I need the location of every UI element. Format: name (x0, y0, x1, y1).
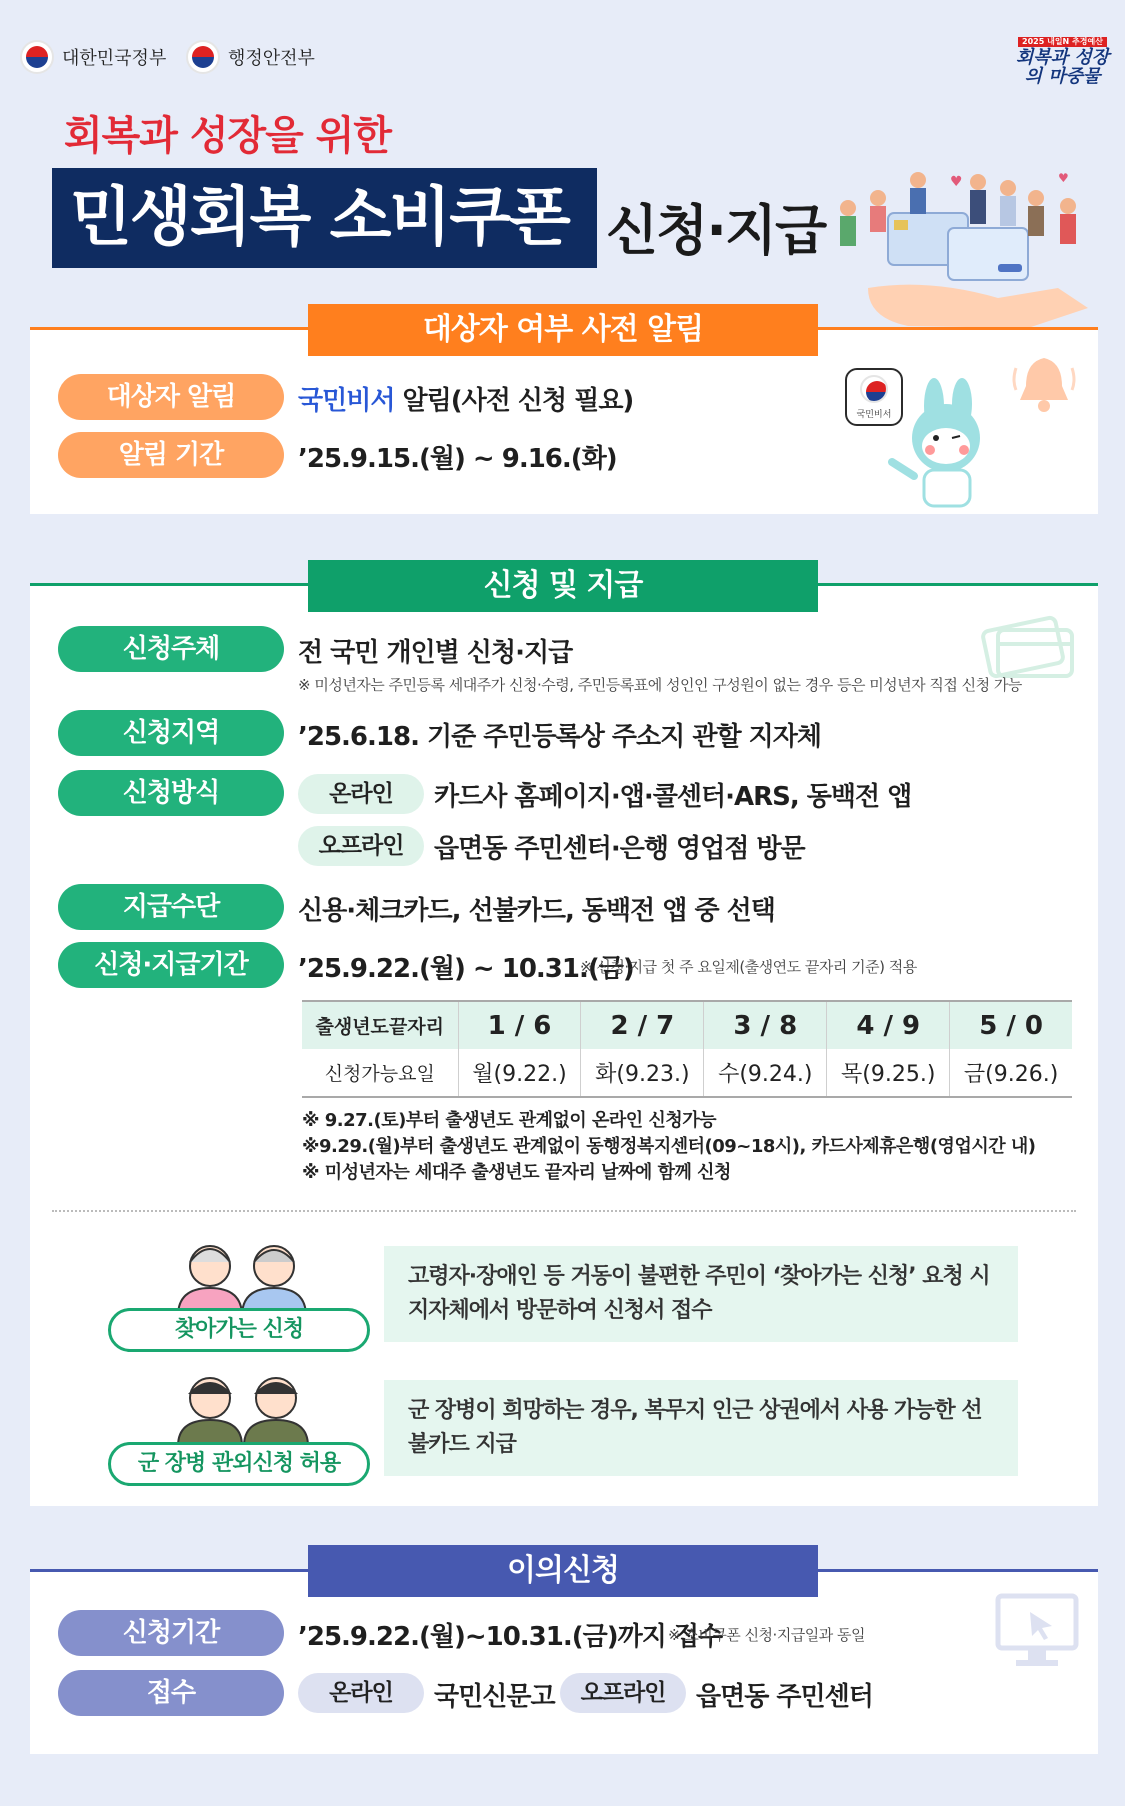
gov-name: 대한민국정부 (62, 48, 167, 69)
schedule-col-1: 1 / 6 (458, 1001, 581, 1049)
apply-heading: 신청 및 지급 (308, 560, 818, 612)
payment-value: 신용·체크카드, 선불카드, 동백전 앱 중 선택 (298, 896, 775, 926)
schedule-day-2: 화(9.23.) (581, 1049, 704, 1097)
schedule-day-row (302, 1049, 1072, 1097)
schedule-col-3: 3 / 8 (704, 1001, 827, 1049)
payment-label: 지급수단 (58, 884, 284, 930)
military-desc: 군 장병이 희망하는 경우, 복무지 인근 상권에서 사용 가능한 선불카드 지급 (384, 1380, 1018, 1476)
subject-value: 전 국민 개인별 신청·지급 (298, 638, 573, 668)
schedule-col-5: 5 / 0 (950, 1001, 1072, 1049)
offline-chip: 오프라인 (298, 826, 424, 866)
schedule-header-label: 출생년도끝자리 (302, 1001, 458, 1049)
subject-label: 신청주체 (58, 626, 284, 672)
soldiers-illustration (170, 1370, 318, 1446)
schedule-col-4: 4 / 9 (827, 1001, 950, 1049)
notice-period-value: ’25.9.15.(월) ~ 9.16.(화) (298, 444, 617, 474)
notice-target-text: 알림(사전 신청 필요) (394, 386, 634, 416)
gov-logo-korea (20, 40, 166, 74)
page-title: 민생회복 소비쿠폰 (52, 168, 597, 268)
period-note: ※ 신청·지급 첫 주 요일제(출생연도 끝자리 기준) 적용 (580, 958, 917, 976)
schedule-table (302, 1000, 1072, 1098)
objection-period-value: ’25.9.22.(월)~10.31.(금)까지 접수 (298, 1622, 723, 1652)
schedule-note-3: ※ 미성년자는 세대주 출생년도 끝자리 날짜에 함께 신청 (302, 1162, 731, 1183)
ministry-name: 행정안전부 (228, 48, 315, 69)
svg-text:♥: ♥ (950, 174, 963, 190)
schedule-note-2: ※9.29.(월)부터 출생년도 관계없이 동행정복지센터(09~18시), 카드사제휴은행(영업시간 내) (302, 1136, 1036, 1157)
schedule-row-label: 신청가능요일 (302, 1049, 458, 1097)
region-label: 신청지역 (58, 710, 284, 756)
schedule-day-3: 수(9.24.) (704, 1049, 827, 1097)
divider (52, 1210, 1076, 1212)
objection-heading: 이의신청 (308, 1545, 818, 1597)
objection-online-value: 국민신문고 (434, 1682, 555, 1712)
schedule-notes (302, 1108, 1035, 1186)
offline-value: 읍면동 주민센터·은행 영업점 방문 (434, 834, 805, 864)
svg-text:♥: ♥ (1058, 171, 1069, 185)
notice-target-value (298, 380, 633, 417)
period-value: ’25.9.22.(월) ~ 10.31.(금) (298, 954, 634, 984)
objection-period-note: ※ 소비쿠폰 신청·지급일과 동일 (668, 1626, 866, 1644)
schedule-day-1: 월(9.22.) (458, 1049, 581, 1097)
kookmin-bisu-badge-text: 국민비서 (856, 410, 892, 420)
visiting-label: 찾아가는 신청 (108, 1308, 370, 1352)
monitor-icon (994, 1592, 1080, 1670)
online-value: 카드사 홈페이지·앱·콜센터·ARS, 동백전 앱 (434, 782, 912, 812)
visiting-desc: 고령자·장애인 등 거동이 불편한 주민이 ‘찾아가는 신청’ 요청 시 지자체에서 방문하여 신청서 접수 (384, 1246, 1018, 1342)
hand-with-card-illustration (828, 168, 1098, 328)
page-subtitle: 회복과 성장을 위한 (64, 113, 391, 159)
military-label: 군 장병 관외신청 허용 (108, 1442, 370, 1486)
objection-offline-chip: 오프라인 (560, 1673, 686, 1713)
notice-heading: 대상자 여부 사전 알림 (308, 304, 818, 356)
schedule-header-row (302, 1001, 1072, 1049)
objection-receipt-label: 접수 (58, 1670, 284, 1716)
objection-offline-value: 읍면동 주민센터 (696, 1682, 873, 1712)
brand-logo-top: 2025 내일N 추경예산 (1018, 37, 1107, 47)
method-label: 신청방식 (58, 770, 284, 816)
schedule-day-5: 금(9.26.) (950, 1049, 1072, 1097)
objection-panel (30, 1570, 1098, 1754)
page-title-suffix: 신청·지급 (606, 199, 826, 262)
schedule-note-1: ※ 9.27.(토)부터 출생년도 관계없이 온라인 신청가능 (302, 1110, 717, 1131)
taegeuk-icon (20, 40, 54, 74)
schedule-col-2: 2 / 7 (581, 1001, 704, 1049)
period-label: 신청·지급기간 (58, 942, 284, 988)
card-icon (980, 610, 1076, 680)
objection-online-chip: 온라인 (298, 1673, 424, 1713)
notice-period-label: 알림 기간 (58, 432, 284, 478)
bell-icon (1012, 352, 1076, 418)
mascot-rabbit-icon (884, 376, 1004, 516)
online-chip: 온라인 (298, 774, 424, 814)
brand-logo (1010, 30, 1115, 87)
subject-note: ※ 미성년자는 주민등록 세대주가 신청·수령, 주민등록표에 성인인 구성원이 없는 경우 등은 미성년자 직접 신청 가능 (298, 676, 1022, 694)
notice-target-label: 대상자 알림 (58, 374, 284, 420)
elderly-couple-illustration (168, 1236, 316, 1316)
taegeuk-icon (186, 40, 220, 74)
kookmin-bisu-highlight: 국민비서 (298, 386, 395, 416)
brand-logo-main: 회복과 성장의 마중물 (1015, 47, 1110, 88)
region-value: ’25.6.18. 기준 주민등록상 주소지 관할 지자체 (298, 722, 821, 752)
objection-period-label: 신청기간 (58, 1610, 284, 1656)
gov-logo-mois (186, 40, 315, 74)
schedule-day-4: 목(9.25.) (827, 1049, 950, 1097)
